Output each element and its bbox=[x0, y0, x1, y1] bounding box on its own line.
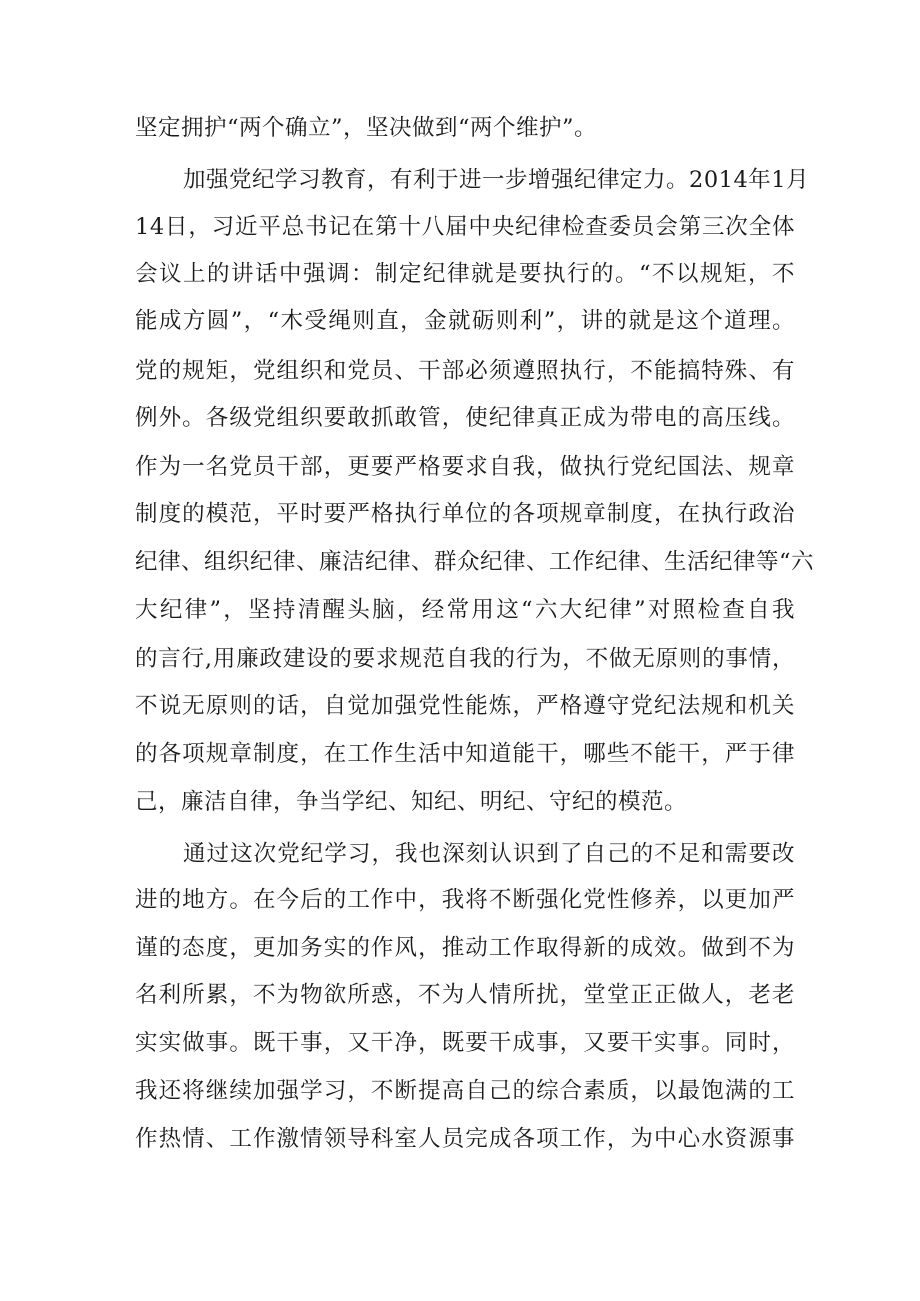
text-line: 名利所累，不为物欲所惑，不为人情所扰，堂堂正正做人，老老 bbox=[135, 982, 795, 1008]
text-line: 例外。各级党组织要敢抓敢管，使纪律真正成为带电的高压线。 bbox=[135, 405, 795, 431]
paragraph-first-line: 通过这次党纪学习，我也深刻认识到了自己的不足和需要改 bbox=[183, 841, 795, 867]
text-line: 14日，习近平总书记在第十八届中央纪律检查委员会第三次全体 bbox=[135, 214, 795, 240]
text-line: 会议上的讲话中强调：制定纪律就是要执行的。“不以规矩，不 bbox=[135, 261, 795, 287]
text-line: 作热情、工作激情领导科室人员完成各项工作，为中心水资源事 bbox=[135, 1126, 795, 1152]
text-line: 作为一名党员干部，更要严格要求自我，做执行党纪国法、规章 bbox=[135, 454, 795, 480]
text-line: 不说无原则的话，自觉加强党性能炼，严格遵守党纪法规和机关 bbox=[135, 693, 795, 719]
text-line: 大纪律”，坚持清醒头脑，经常用这“六大纪律”对照检查自我 bbox=[135, 597, 795, 623]
text-line: 实实做事。既干事，又干净，既要干成事，又要干实事。同时， bbox=[135, 1030, 795, 1056]
text-line: 谨的态度，更加务实的作风，推动工作取得新的成效。做到不为 bbox=[135, 935, 795, 961]
text-line: 党的规矩，党组织和党员、干部必须遵照执行，不能搞特殊、有 bbox=[135, 358, 795, 384]
text-line: 制度的模范，平时要严格执行单位的各项规章制度，在执行政治 bbox=[135, 501, 795, 527]
text-line: 我还将继续加强学习，不断提高自己的综合素质，以最饱满的工 bbox=[135, 1078, 795, 1104]
text-line: 纪律、组织纪律、廉洁纪律、群众纪律、工作纪律、生活纪律等“六 bbox=[135, 549, 815, 575]
text-line: 的各项规章制度，在工作生活中知道能干，哪些不能干，严于律 bbox=[135, 741, 795, 767]
text-line: 进的地方。在今后的工作中，我将不断强化党性修养，以更加严 bbox=[135, 887, 795, 913]
text-line: 坚定拥护“两个确立”，坚决做到“两个维护”。 bbox=[135, 115, 598, 141]
text-line: 能成方圆”，“木受绳则直，金就砺则利”，讲的就是这个道理。 bbox=[135, 308, 795, 334]
text-line: 的言行,用廉政建设的要求规范自我的行为，不做无原则的事情， bbox=[135, 646, 795, 672]
paragraph-first-line: 加强党纪学习教育，有利于进一步增强纪律定力。2014年1月 bbox=[183, 167, 810, 193]
text-line: 己，廉洁自律，争当学纪、知纪、明纪、守纪的模范。 bbox=[135, 789, 688, 815]
